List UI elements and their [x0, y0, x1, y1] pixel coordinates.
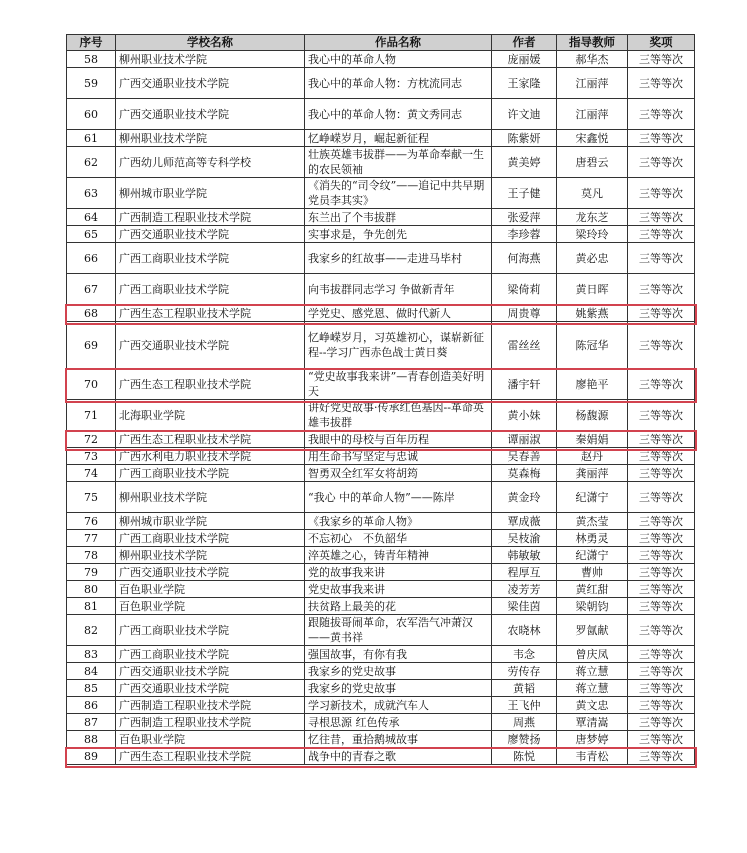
cell-award: 三等等次	[628, 68, 695, 99]
award-list-page	[66, 34, 694, 765]
cell-teacher: 纪潇宁	[557, 547, 628, 564]
cell-author: 吴春善	[492, 448, 557, 465]
table-row	[67, 178, 695, 209]
cell-author: 廖赞扬	[492, 731, 557, 748]
award-table	[66, 34, 695, 765]
cell-number: 63	[67, 178, 116, 209]
header-work: 作品名称	[305, 35, 492, 51]
cell-award: 三等等次	[628, 209, 695, 226]
cell-work: 我心中的革命人物：黄文秀同志	[305, 99, 492, 130]
cell-award: 三等等次	[628, 243, 695, 274]
cell-school: 广西交通职业技术学院	[116, 663, 305, 680]
cell-number: 74	[67, 465, 116, 482]
cell-teacher: 罗氤献	[557, 615, 628, 646]
cell-author: 许文迪	[492, 99, 557, 130]
cell-author: 张爱萍	[492, 209, 557, 226]
cell-teacher: 林勇灵	[557, 530, 628, 547]
cell-school: 广西工商职业技术学院	[116, 646, 305, 663]
cell-work: 学党史、感党恩、做时代新人	[305, 305, 492, 322]
cell-award: 三等等次	[628, 305, 695, 322]
table-row	[67, 731, 695, 748]
header-award: 奖项	[628, 35, 695, 51]
cell-school: 柳州城市职业学院	[116, 178, 305, 209]
cell-award: 三等等次	[628, 513, 695, 530]
cell-award: 三等等次	[628, 663, 695, 680]
cell-author: 谭丽淑	[492, 431, 557, 448]
cell-school: 柳州城市职业学院	[116, 513, 305, 530]
cell-work: 强国故事，有你有我	[305, 646, 492, 663]
table-row	[67, 147, 695, 178]
cell-teacher: 黄日晖	[557, 274, 628, 305]
cell-author: 雷丝丝	[492, 322, 557, 369]
table-row	[67, 226, 695, 243]
table-row	[67, 530, 695, 547]
cell-school: 广西交通职业技术学院	[116, 99, 305, 130]
table-row	[67, 598, 695, 615]
cell-award: 三等等次	[628, 748, 695, 765]
cell-number: 72	[67, 431, 116, 448]
cell-school: 广西生态工程职业技术学院	[116, 748, 305, 765]
cell-teacher: 廖艳平	[557, 369, 628, 400]
cell-teacher: 姚紫燕	[557, 305, 628, 322]
cell-work: 我家乡的党史故事	[305, 680, 492, 697]
cell-school: 广西交通职业技术学院	[116, 322, 305, 369]
table-row	[67, 714, 695, 731]
table-row-highlighted	[67, 748, 695, 765]
cell-award: 三等等次	[628, 530, 695, 547]
cell-school: 广西工商职业技术学院	[116, 243, 305, 274]
cell-teacher: 韦青松	[557, 748, 628, 765]
cell-author: 黄美婷	[492, 147, 557, 178]
cell-author: 何海燕	[492, 243, 557, 274]
cell-number: 64	[67, 209, 116, 226]
cell-school: 柳州职业技术学院	[116, 547, 305, 564]
cell-work: 学习新技术，成就汽车人	[305, 697, 492, 714]
cell-number: 68	[67, 305, 116, 322]
cell-award: 三等等次	[628, 598, 695, 615]
cell-award: 三等等次	[628, 465, 695, 482]
cell-school: 广西工商职业技术学院	[116, 465, 305, 482]
header-number: 序号	[67, 35, 116, 51]
cell-number: 89	[67, 748, 116, 765]
cell-number: 59	[67, 68, 116, 99]
cell-award: 三等等次	[628, 369, 695, 400]
cell-author: 覃成薇	[492, 513, 557, 530]
cell-school: 广西交通职业技术学院	[116, 68, 305, 99]
table-row	[67, 513, 695, 530]
cell-teacher: 陈冠华	[557, 322, 628, 369]
header-teacher: 指导教师	[557, 35, 628, 51]
table-row	[67, 581, 695, 598]
cell-award: 三等等次	[628, 431, 695, 448]
table-row	[67, 680, 695, 697]
cell-teacher: 梁朝钧	[557, 598, 628, 615]
cell-number: 85	[67, 680, 116, 697]
cell-author: 王飞仲	[492, 697, 557, 714]
cell-teacher: 江丽萍	[557, 68, 628, 99]
table-body	[67, 51, 695, 765]
table-row	[67, 68, 695, 99]
cell-author: 梁倚莉	[492, 274, 557, 305]
cell-teacher: 覃清嵩	[557, 714, 628, 731]
cell-number: 65	[67, 226, 116, 243]
cell-author: 李珍蓉	[492, 226, 557, 243]
cell-number: 70	[67, 369, 116, 400]
cell-work: 智勇双全红军女将胡筠	[305, 465, 492, 482]
cell-teacher: 纪潇宁	[557, 482, 628, 513]
cell-work: 寻根思源 红色传承	[305, 714, 492, 731]
table-row-highlighted	[67, 431, 695, 448]
table-row	[67, 274, 695, 305]
cell-award: 三等等次	[628, 130, 695, 147]
cell-number: 87	[67, 714, 116, 731]
cell-school: 广西水利电力职业技术学院	[116, 448, 305, 465]
cell-work: “我心 中的革命人物”——陈岸	[305, 482, 492, 513]
cell-work: 《消失的“司令纹”——追记中共早期党员李其实》	[305, 178, 492, 209]
cell-award: 三等等次	[628, 448, 695, 465]
cell-number: 58	[67, 51, 116, 68]
cell-school: 广西生态工程职业技术学院	[116, 305, 305, 322]
cell-author: 劳传存	[492, 663, 557, 680]
table-row	[67, 322, 695, 369]
table-row	[67, 448, 695, 465]
cell-award: 三等等次	[628, 581, 695, 598]
cell-award: 三等等次	[628, 714, 695, 731]
cell-teacher: 黄杰莹	[557, 513, 628, 530]
cell-school: 柳州职业技术学院	[116, 482, 305, 513]
cell-work: 东兰出了个韦拔群	[305, 209, 492, 226]
cell-school: 广西工商职业技术学院	[116, 274, 305, 305]
cell-teacher: 龙东芝	[557, 209, 628, 226]
cell-number: 84	[67, 663, 116, 680]
cell-work: 不忘初心 不负韶华	[305, 530, 492, 547]
cell-school: 广西生态工程职业技术学院	[116, 431, 305, 448]
table-row	[67, 663, 695, 680]
table-row	[67, 482, 695, 513]
cell-work: 《我家乡的革命人物》	[305, 513, 492, 530]
cell-author: 吴枝渝	[492, 530, 557, 547]
table-row	[67, 243, 695, 274]
table-row	[67, 99, 695, 130]
cell-school: 百色职业学院	[116, 581, 305, 598]
cell-work: 我家乡的红故事——走进马毕村	[305, 243, 492, 274]
cell-author: 王子健	[492, 178, 557, 209]
cell-number: 78	[67, 547, 116, 564]
cell-award: 三等等次	[628, 615, 695, 646]
cell-work: 淬英雄之心，铸青年精神	[305, 547, 492, 564]
cell-number: 73	[67, 448, 116, 465]
cell-work: 我家乡的党史故事	[305, 663, 492, 680]
cell-number: 77	[67, 530, 116, 547]
cell-school: 柳州职业技术学院	[116, 51, 305, 68]
cell-work: 跟随拔哥闹革命，农军浩气冲萧汉——黄书祥	[305, 615, 492, 646]
cell-work: 战争中的青春之歌	[305, 748, 492, 765]
cell-number: 88	[67, 731, 116, 748]
cell-work: 用生命书写坚定与忠诚	[305, 448, 492, 465]
cell-school: 百色职业学院	[116, 598, 305, 615]
cell-award: 三等等次	[628, 99, 695, 130]
cell-award: 三等等次	[628, 680, 695, 697]
cell-number: 62	[67, 147, 116, 178]
cell-number: 75	[67, 482, 116, 513]
cell-award: 三等等次	[628, 400, 695, 431]
cell-author: 陈悦	[492, 748, 557, 765]
cell-school: 广西交通职业技术学院	[116, 226, 305, 243]
cell-author: 黄金玲	[492, 482, 557, 513]
cell-author: 莫森梅	[492, 465, 557, 482]
cell-number: 82	[67, 615, 116, 646]
cell-award: 三等等次	[628, 274, 695, 305]
cell-award: 三等等次	[628, 564, 695, 581]
cell-teacher: 宋鑫悦	[557, 130, 628, 147]
table-row	[67, 51, 695, 68]
cell-teacher: 莫凡	[557, 178, 628, 209]
cell-teacher: 蒋立慧	[557, 663, 628, 680]
cell-author: 周燕	[492, 714, 557, 731]
cell-number: 79	[67, 564, 116, 581]
cell-work: 扶贫路上最美的花	[305, 598, 492, 615]
cell-school: 广西工商职业技术学院	[116, 530, 305, 547]
cell-author: 凌芳芳	[492, 581, 557, 598]
cell-award: 三等等次	[628, 482, 695, 513]
cell-teacher: 龚丽萍	[557, 465, 628, 482]
cell-work: 向韦拔群同志学习 争做新青年	[305, 274, 492, 305]
table-row	[67, 615, 695, 646]
cell-award: 三等等次	[628, 147, 695, 178]
cell-teacher: 曾庆凤	[557, 646, 628, 663]
cell-school: 柳州职业技术学院	[116, 130, 305, 147]
cell-author: 庞丽媛	[492, 51, 557, 68]
cell-author: 农晓林	[492, 615, 557, 646]
table-row	[67, 400, 695, 431]
table-header-row	[67, 35, 695, 51]
cell-award: 三等等次	[628, 226, 695, 243]
cell-work: 壮族英雄韦拔群——为革命奉献一生的农民领袖	[305, 147, 492, 178]
cell-teacher: 唐梦婷	[557, 731, 628, 748]
cell-number: 76	[67, 513, 116, 530]
cell-number: 71	[67, 400, 116, 431]
header-school: 学校名称	[116, 35, 305, 51]
cell-award: 三等等次	[628, 322, 695, 369]
cell-teacher: 杨馥源	[557, 400, 628, 431]
cell-teacher: 曹帅	[557, 564, 628, 581]
cell-number: 67	[67, 274, 116, 305]
cell-work: 我眼中的母校与百年历程	[305, 431, 492, 448]
cell-work: 忆峥嵘岁月，习英雄初心，谋崭新征程--学习广西赤色战士黄日葵	[305, 322, 492, 369]
cell-work: 党的故事我来讲	[305, 564, 492, 581]
cell-school: 广西生态工程职业技术学院	[116, 369, 305, 400]
cell-teacher: 黄文忠	[557, 697, 628, 714]
cell-school: 广西交通职业技术学院	[116, 680, 305, 697]
cell-work: 忆往昔，重拾鹅城故事	[305, 731, 492, 748]
cell-number: 61	[67, 130, 116, 147]
cell-award: 三等等次	[628, 51, 695, 68]
cell-teacher: 郝华杰	[557, 51, 628, 68]
cell-author: 韦念	[492, 646, 557, 663]
cell-school: 北海职业学院	[116, 400, 305, 431]
cell-work: 我心中的革命人物：方枕流同志	[305, 68, 492, 99]
cell-teacher: 黄红甜	[557, 581, 628, 598]
cell-work: 我心中的革命人物	[305, 51, 492, 68]
cell-teacher: 赵丹	[557, 448, 628, 465]
table-row	[67, 465, 695, 482]
table-row	[67, 564, 695, 581]
cell-number: 80	[67, 581, 116, 598]
cell-author: 黄小妹	[492, 400, 557, 431]
cell-work: 实事求是，争先创先	[305, 226, 492, 243]
table-row	[67, 547, 695, 564]
cell-number: 86	[67, 697, 116, 714]
cell-school: 广西制造工程职业技术学院	[116, 697, 305, 714]
cell-teacher: 唐碧云	[557, 147, 628, 178]
cell-school: 广西交通职业技术学院	[116, 564, 305, 581]
cell-work: 忆峥嵘岁月，崛起新征程	[305, 130, 492, 147]
table-row-highlighted	[67, 305, 695, 322]
table-row	[67, 697, 695, 714]
cell-work: 党史故事我来讲	[305, 581, 492, 598]
cell-school: 广西制造工程职业技术学院	[116, 714, 305, 731]
header-author: 作者	[492, 35, 557, 51]
cell-number: 81	[67, 598, 116, 615]
cell-school: 广西幼儿师范高等专科学校	[116, 147, 305, 178]
cell-award: 三等等次	[628, 178, 695, 209]
cell-school: 广西工商职业技术学院	[116, 615, 305, 646]
cell-award: 三等等次	[628, 697, 695, 714]
cell-author: 程厚互	[492, 564, 557, 581]
table-row-highlighted	[67, 369, 695, 400]
cell-award: 三等等次	[628, 646, 695, 663]
cell-number: 60	[67, 99, 116, 130]
cell-author: 韩敏敏	[492, 547, 557, 564]
cell-teacher: 黄必忠	[557, 243, 628, 274]
cell-school: 广西制造工程职业技术学院	[116, 209, 305, 226]
cell-author: 王家隆	[492, 68, 557, 99]
cell-award: 三等等次	[628, 731, 695, 748]
cell-work: 讲好党史故事·传承红色基因--革命英雄韦拔群	[305, 400, 492, 431]
cell-number: 69	[67, 322, 116, 369]
table-row	[67, 646, 695, 663]
table-row	[67, 130, 695, 147]
cell-teacher: 梁玲玲	[557, 226, 628, 243]
cell-author: 黄韬	[492, 680, 557, 697]
cell-school: 百色职业学院	[116, 731, 305, 748]
table-row	[67, 209, 695, 226]
cell-teacher: 江丽萍	[557, 99, 628, 130]
cell-author: 梁佳茵	[492, 598, 557, 615]
cell-author: 周贵尊	[492, 305, 557, 322]
cell-author: 潘宇轩	[492, 369, 557, 400]
cell-number: 66	[67, 243, 116, 274]
cell-author: 陈紫妍	[492, 130, 557, 147]
cell-award: 三等等次	[628, 547, 695, 564]
cell-number: 83	[67, 646, 116, 663]
cell-work: “党史故事我来讲”—青春创造美好明天	[305, 369, 492, 400]
cell-teacher: 蒋立慧	[557, 680, 628, 697]
cell-teacher: 秦娟娟	[557, 431, 628, 448]
